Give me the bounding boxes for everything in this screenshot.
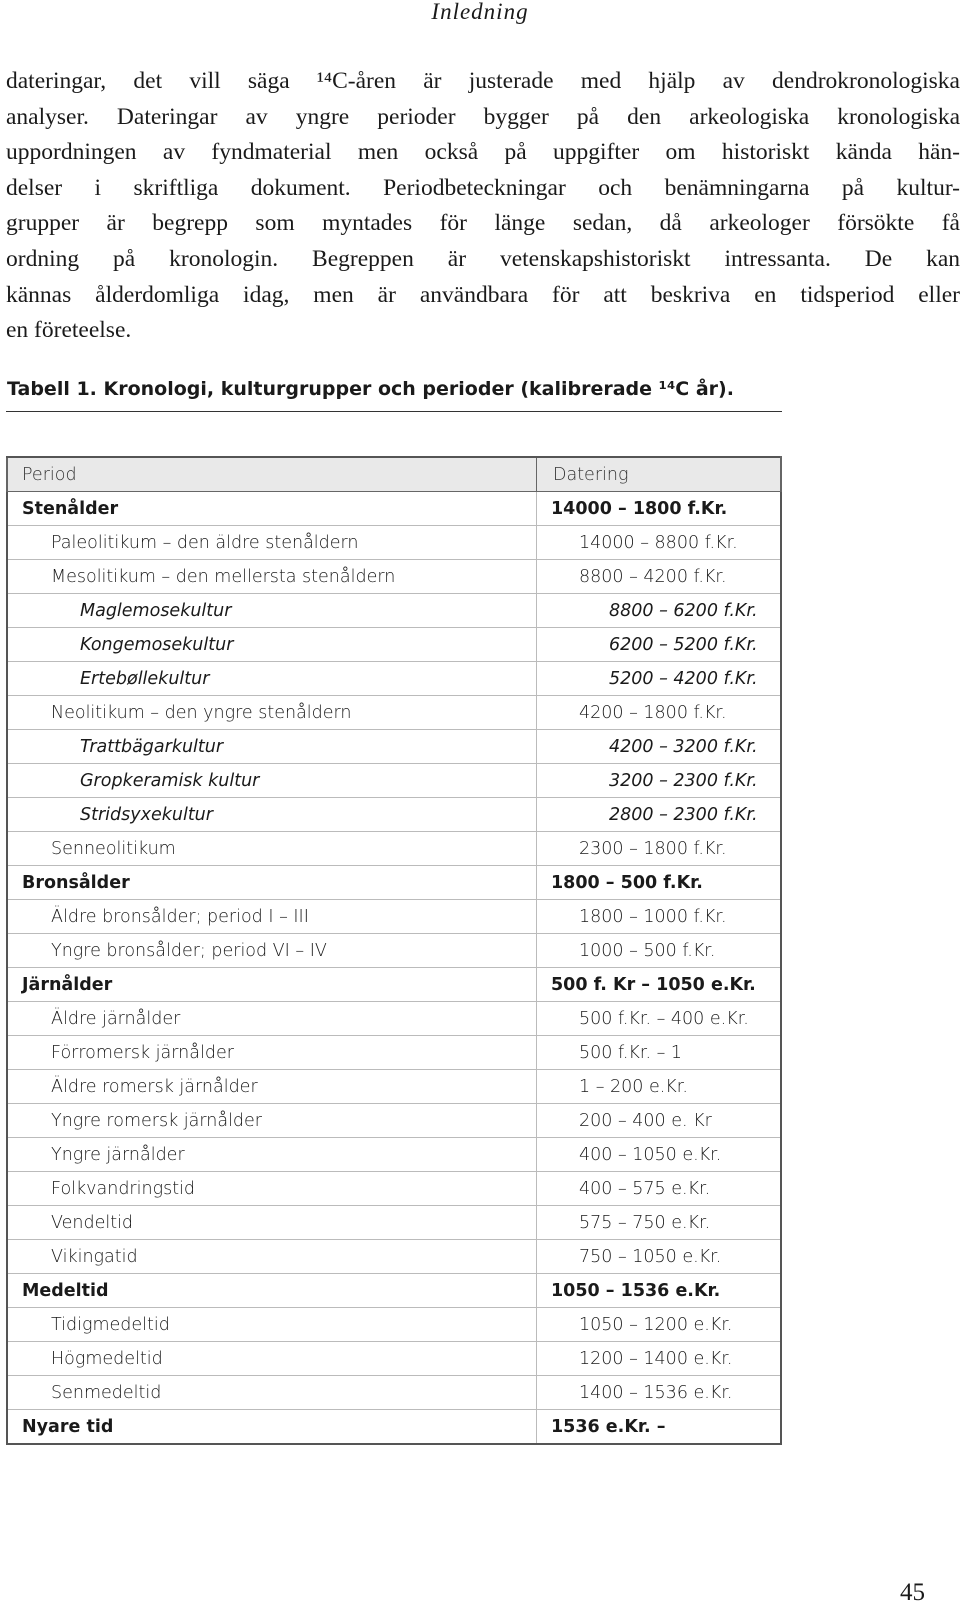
datering-cell: 575 – 750 e.Kr. xyxy=(537,1206,782,1240)
period-cell: Neolitikum – den yngre stenåldern xyxy=(7,696,537,730)
table-row xyxy=(7,866,781,900)
datering-cell: 6200 – 5200 f.Kr. xyxy=(537,628,782,662)
datering-cell: 1050 – 1536 e.Kr. xyxy=(537,1274,782,1308)
table-header-row xyxy=(7,457,781,492)
table-row xyxy=(7,730,781,764)
period-cell: Trattbägarkultur xyxy=(7,730,537,764)
paragraph-line: uppordningen av fyndmaterial men också på uppgifter om historiskt kända hän- xyxy=(6,139,960,166)
period-cell: Äldre järnålder xyxy=(7,1002,537,1036)
period-cell: Stridsyxekultur xyxy=(7,798,537,832)
datering-cell: 500 f. Kr – 1050 e.Kr. xyxy=(537,968,782,1002)
page-number: 45 xyxy=(900,1579,925,1606)
datering-cell: 3200 – 2300 f.Kr. xyxy=(537,764,782,798)
period-cell: Äldre romersk järnålder xyxy=(7,1070,537,1104)
table-row xyxy=(7,900,781,934)
table-row xyxy=(7,1070,781,1104)
datering-cell: 4200 – 3200 f.Kr. xyxy=(537,730,782,764)
datering-cell: 1536 e.Kr. – xyxy=(537,1410,782,1445)
table-row xyxy=(7,934,781,968)
datering-cell: 500 f.Kr. – 1 xyxy=(537,1036,782,1070)
paragraph-line: dateringar, det vill säga ¹⁴C-åren är justerade med hjälp av dendrokronologiska xyxy=(6,68,960,94)
period-cell: Gropkeramisk kultur xyxy=(7,764,537,798)
paragraph-line: analyser. Dateringar av yngre perioder bygger på den arkeologiska kronologiska xyxy=(6,103,960,130)
table-row xyxy=(7,492,781,526)
datering-cell: 400 – 575 e.Kr. xyxy=(537,1172,782,1206)
period-cell: Högmedeltid xyxy=(7,1342,537,1376)
paragraph-line: grupper är begrepp som myntades för länge sedan, då arkeologer försökte få xyxy=(6,210,960,237)
table-caption: Tabell 1. Kronologi, kulturgrupper och perioder (kalibrerade ¹⁴C år). xyxy=(7,378,734,400)
table-row xyxy=(7,1274,781,1308)
period-cell: Vikingatid xyxy=(7,1240,537,1274)
table-row xyxy=(7,832,781,866)
chronology-table xyxy=(6,456,782,1445)
datering-cell: 2800 – 2300 f.Kr. xyxy=(537,798,782,832)
period-cell: Vendeltid xyxy=(7,1206,537,1240)
period-cell: Kongemosekultur xyxy=(7,628,537,662)
datering-cell: 1400 – 1536 e.Kr. xyxy=(537,1376,782,1410)
body-paragraph xyxy=(6,64,960,349)
table-row xyxy=(7,1104,781,1138)
paragraph-line: delser i skriftliga dokument. Periodbeteckningar och benämningarna på kultur- xyxy=(6,174,960,201)
period-cell: Folkvandringstid xyxy=(7,1172,537,1206)
datering-cell: 8800 – 4200 f.Kr. xyxy=(537,560,782,594)
table-row xyxy=(7,764,781,798)
period-cell: Maglemosekultur xyxy=(7,594,537,628)
table-row xyxy=(7,662,781,696)
datering-cell: 1 – 200 e.Kr. xyxy=(537,1070,782,1104)
table-row xyxy=(7,1308,781,1342)
table-row xyxy=(7,1342,781,1376)
period-cell: Paleolitikum – den äldre stenåldern xyxy=(7,526,537,560)
datering-cell: 750 – 1050 e.Kr. xyxy=(537,1240,782,1274)
caption-divider xyxy=(6,411,782,412)
period-cell: Förromersk järnålder xyxy=(7,1036,537,1070)
datering-cell: 8800 – 6200 f.Kr. xyxy=(537,594,782,628)
datering-cell: 400 – 1050 e.Kr. xyxy=(537,1138,782,1172)
period-cell: Senmedeltid xyxy=(7,1376,537,1410)
datering-cell: 5200 – 4200 f.Kr. xyxy=(537,662,782,696)
table-row xyxy=(7,798,781,832)
paragraph-line: ordning på kronologin. Begreppen är vetenskapshistoriskt intressanta. De kan xyxy=(6,245,960,272)
period-cell: Nyare tid xyxy=(7,1410,537,1445)
table-row xyxy=(7,1376,781,1410)
period-cell: Äldre bronsålder; period I – III xyxy=(7,900,537,934)
datering-cell: 1200 – 1400 e.Kr. xyxy=(537,1342,782,1376)
period-cell: Järnålder xyxy=(7,968,537,1002)
period-cell: Senneolitikum xyxy=(7,832,537,866)
table-row xyxy=(7,1138,781,1172)
datering-cell: 1050 – 1200 e.Kr. xyxy=(537,1308,782,1342)
table-row xyxy=(7,968,781,1002)
period-cell: Tidigmedeltid xyxy=(7,1308,537,1342)
table-row xyxy=(7,1036,781,1070)
running-title: Inledning xyxy=(431,0,529,24)
table-row xyxy=(7,1410,781,1445)
datering-cell: 500 f.Kr. – 400 e.Kr. xyxy=(537,1002,782,1036)
table-row xyxy=(7,1172,781,1206)
table-row xyxy=(7,696,781,730)
period-cell: Bronsålder xyxy=(7,866,537,900)
period-cell: Medeltid xyxy=(7,1274,537,1308)
table-row xyxy=(7,594,781,628)
paragraph-line: kännas ålderdomliga idag, men är användbara för att beskriva en tidsperiod eller xyxy=(6,281,960,308)
datering-cell: 1800 – 1000 f.Kr. xyxy=(537,900,782,934)
datering-cell: 2300 – 1800 f.Kr. xyxy=(537,832,782,866)
datering-cell: 200 – 400 e. Kr xyxy=(537,1104,782,1138)
period-cell: Mesolitikum – den mellersta stenåldern xyxy=(7,560,537,594)
table-row xyxy=(7,1206,781,1240)
period-cell: Ertebøllekultur xyxy=(7,662,537,696)
datering-cell: 1800 – 500 f.Kr. xyxy=(537,866,782,900)
column-header-datering: Datering xyxy=(537,457,782,492)
datering-cell: 4200 – 1800 f.Kr. xyxy=(537,696,782,730)
period-cell: Yngre romersk järnålder xyxy=(7,1104,537,1138)
period-cell: Yngre järnålder xyxy=(7,1138,537,1172)
datering-cell: 14000 – 1800 f.Kr. xyxy=(537,492,782,526)
paragraph-line: en företeelse. xyxy=(6,317,132,344)
chronology-table-body xyxy=(7,457,781,1444)
column-header-period: Period xyxy=(7,457,537,492)
table-row xyxy=(7,560,781,594)
table-row xyxy=(7,1002,781,1036)
datering-cell: 1000 – 500 f.Kr. xyxy=(537,934,782,968)
period-cell: Stenålder xyxy=(7,492,537,526)
datering-cell: 14000 – 8800 f.Kr. xyxy=(537,526,782,560)
period-cell: Yngre bronsålder; period VI – IV xyxy=(7,934,537,968)
table-row xyxy=(7,628,781,662)
table-row xyxy=(7,1240,781,1274)
table-row xyxy=(7,526,781,560)
